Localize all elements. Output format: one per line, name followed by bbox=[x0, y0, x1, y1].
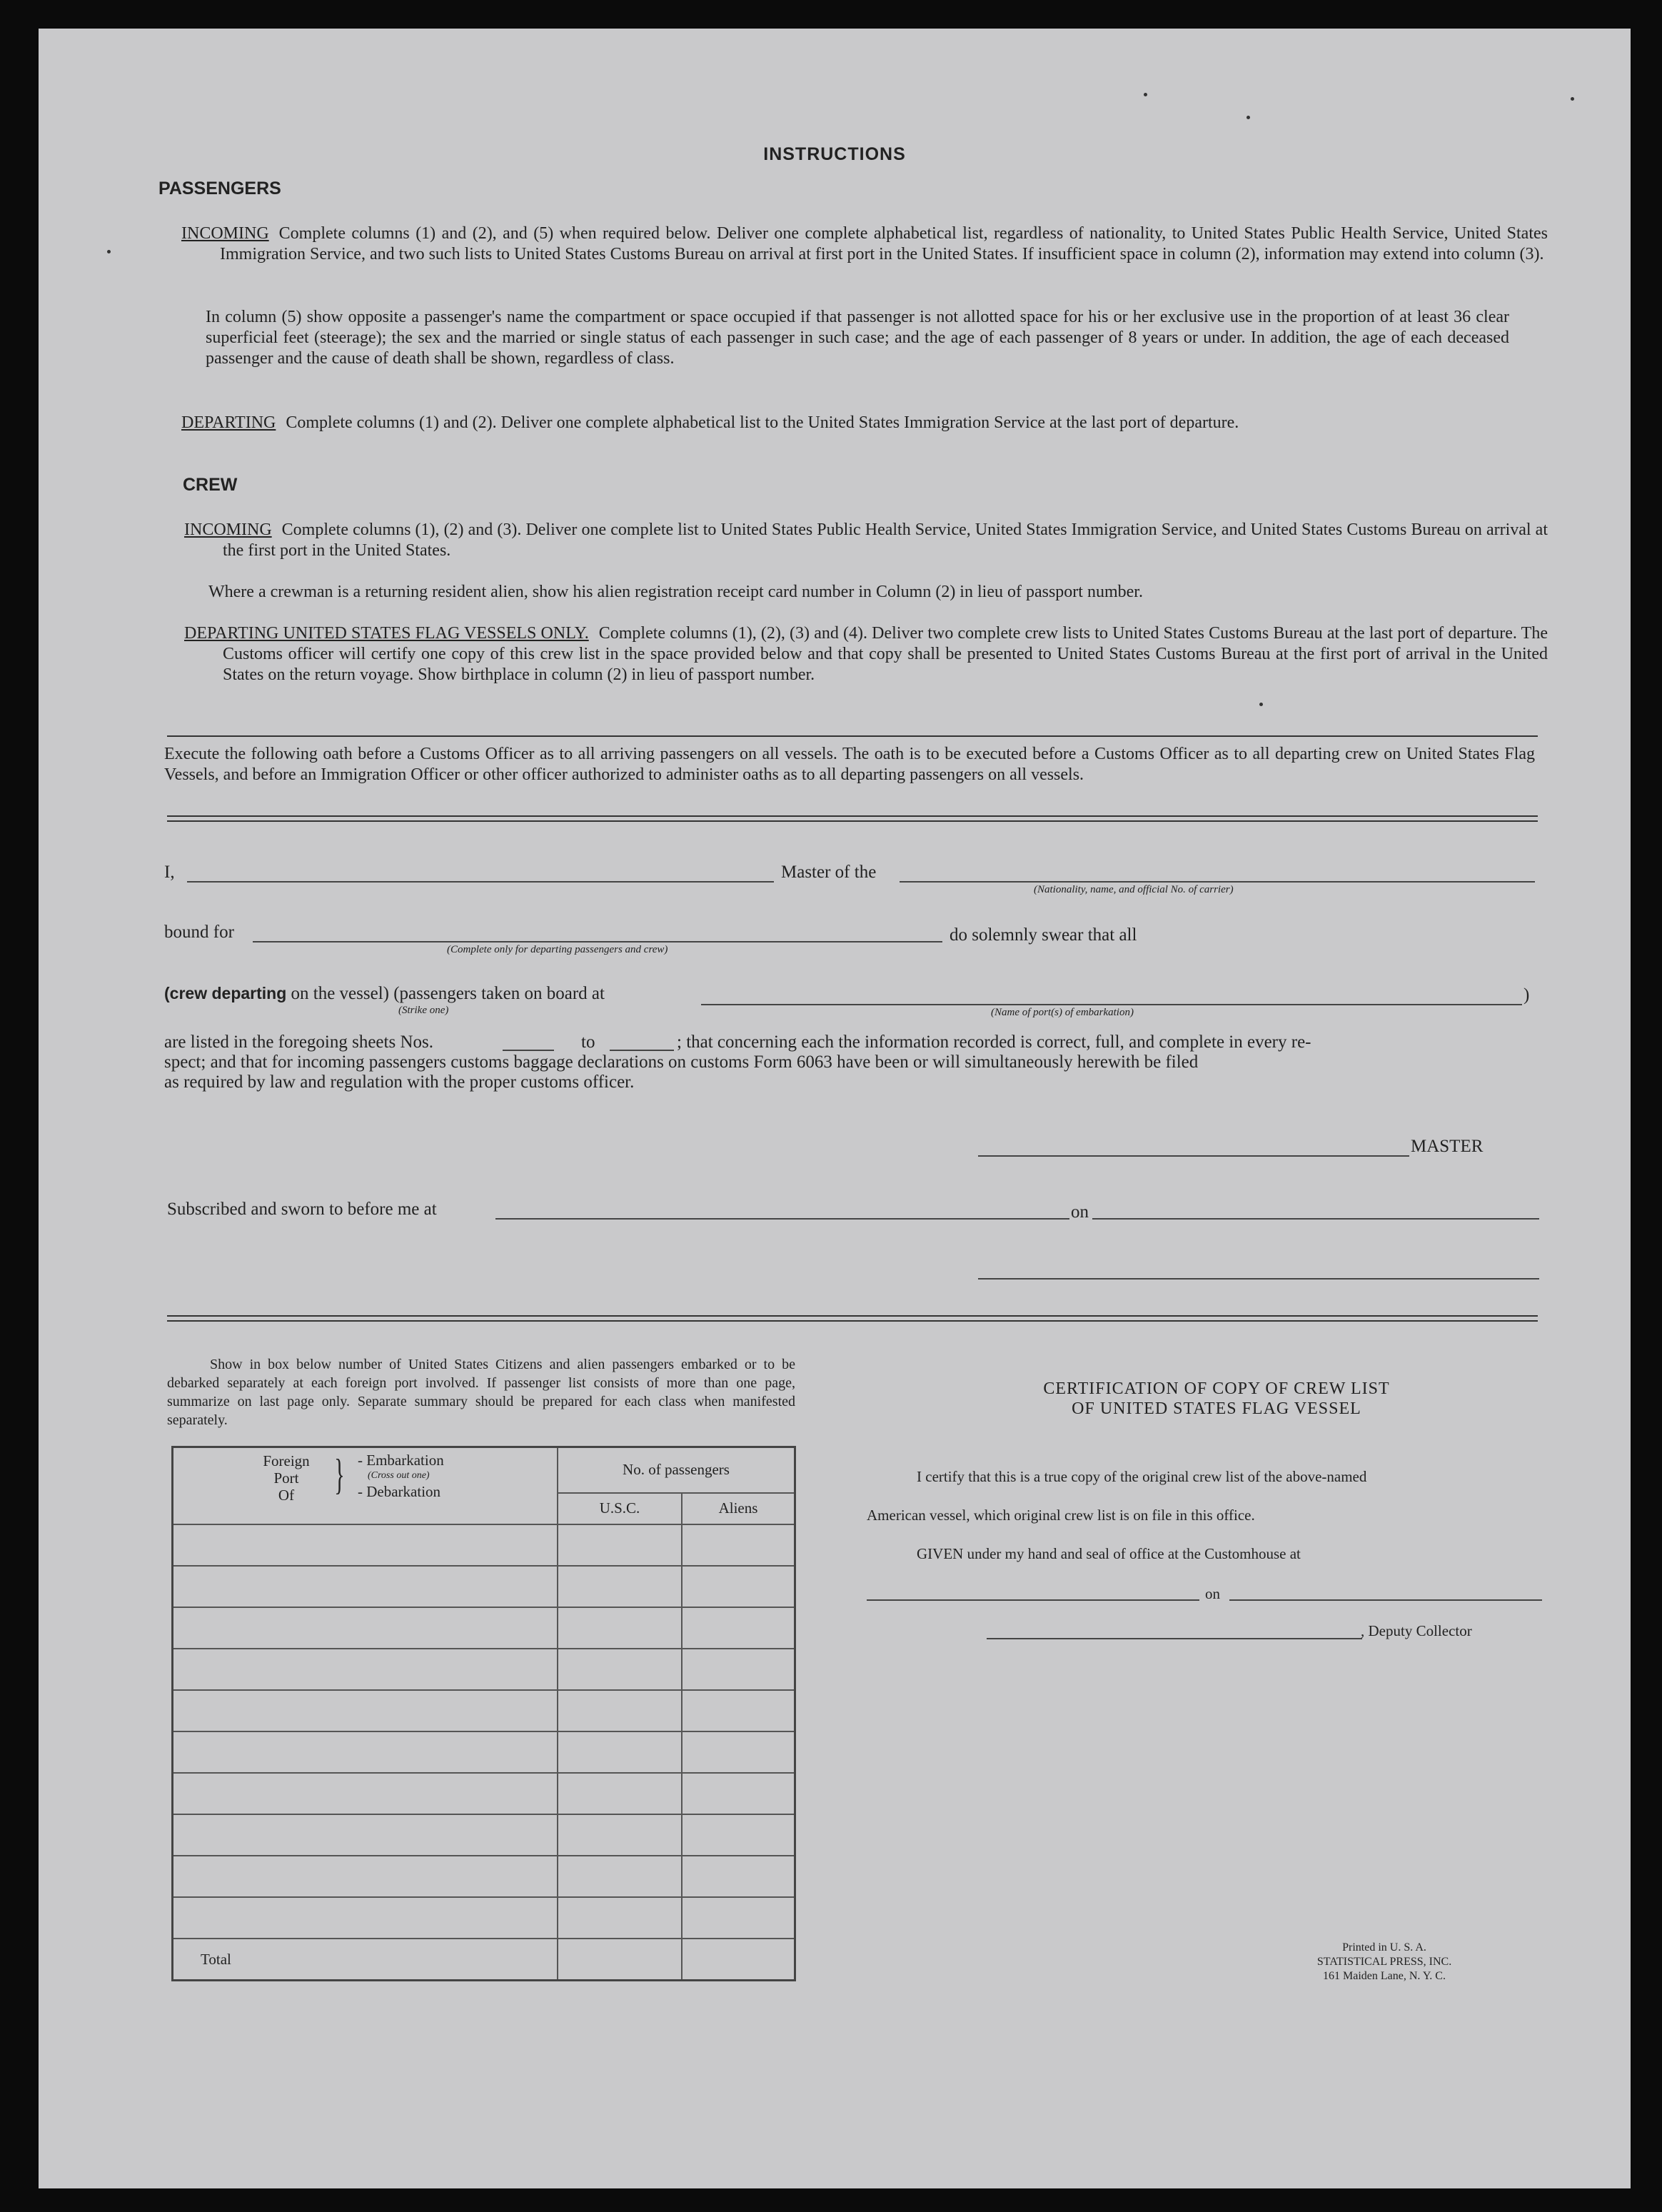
crew-heading: CREW bbox=[183, 475, 238, 495]
divider bbox=[167, 1315, 1538, 1317]
usc-cell[interactable] bbox=[558, 1690, 682, 1731]
cross-out-caption: (Cross out one) bbox=[368, 1470, 430, 1481]
oath-vessel-line bbox=[164, 984, 605, 1004]
ports-caption: (Name of port(s) of embarkation) bbox=[991, 1007, 1134, 1018]
port-label: Port bbox=[273, 1469, 299, 1487]
bound-for-line[interactable] bbox=[253, 941, 942, 942]
passenger-summary-table bbox=[171, 1446, 796, 1981]
ports-line[interactable] bbox=[701, 1004, 1522, 1005]
sworn-place-line[interactable] bbox=[495, 1218, 1069, 1220]
aliens-cell[interactable] bbox=[682, 1690, 795, 1731]
certification-title-1: CERTIFICATION OF COPY OF CREW LIST bbox=[1043, 1379, 1390, 1398]
listed-text-c: spect; and that for incoming passengers customs baggage declarations on customs Form 6063 have been or will simultaneously herewith be filed bbox=[164, 1052, 1199, 1072]
divider bbox=[167, 815, 1538, 817]
listed-text-d: as required by law and regulation with the proper customs officer. bbox=[164, 1072, 635, 1092]
aliens-total-cell[interactable] bbox=[682, 1939, 795, 1981]
table-row bbox=[173, 1897, 795, 1939]
passengers-incoming-block bbox=[181, 223, 1548, 265]
certification-on-label: on bbox=[1205, 1585, 1220, 1602]
bound-for-label: bound for bbox=[164, 922, 234, 942]
speckle bbox=[107, 250, 111, 253]
certification-title-2: OF UNITED STATES FLAG VESSEL bbox=[1072, 1399, 1361, 1418]
listed-to-label: to bbox=[581, 1032, 595, 1052]
bound-caption: (Complete only for departing passengers and crew) bbox=[447, 944, 668, 955]
port-cell[interactable] bbox=[173, 1897, 558, 1939]
subscribed-label: Subscribed and sworn to before me at bbox=[167, 1200, 437, 1219]
carrier-caption: (Nationality, name, and official No. of carrier) bbox=[1034, 884, 1234, 895]
brace-icon: } bbox=[334, 1451, 345, 1498]
form-sheet bbox=[39, 29, 1631, 2188]
port-cell[interactable] bbox=[173, 1731, 558, 1773]
usc-cell[interactable] bbox=[558, 1731, 682, 1773]
usc-cell[interactable] bbox=[558, 1773, 682, 1814]
master-of-label: Master of the bbox=[781, 863, 877, 882]
passengers-taken-option[interactable]: (passengers taken on board at bbox=[393, 984, 605, 1003]
port-cell[interactable] bbox=[173, 1566, 558, 1607]
port-cell[interactable] bbox=[173, 1814, 558, 1856]
table-row bbox=[173, 1524, 795, 1566]
crew-departing-text: Complete columns (1), (2), (3) and (4). Deliver two complete crew lists to United States Customs Bureau at the last port of departure. The Customs officer will certify one copy of this crew list in the space provided below and that copy shall be presented to United States Customs Bureau at the first port of arrival in the United States on the return voyage. Show birthplace in column (2) in lieu of passport number. bbox=[223, 624, 1548, 684]
crew-departing-option[interactable]: (crew departing bbox=[164, 984, 287, 1002]
printer-imprint bbox=[1252, 1941, 1516, 1984]
passengers-incoming-text: Complete columns (1) and (2), and (5) when required below. Deliver one complete alphabetical list, regardless of nationality, to United States Public Health Service, United States Immigration Service, and two such lists to United States Customs Bureau on arrival at first port in the United States. If insufficient space in column (2), information may extend into column (3). bbox=[220, 224, 1548, 263]
listed-text-b: ; that concerning each the information recorded is correct, full, and complete in every re- bbox=[677, 1032, 1311, 1052]
box-instruction: Show in box below number of United States Citizens and alien passengers embarked or to be debarked separately at each foreign port involved. If passenger list consists of more than one page, summarize on last page only. Separate summary should be prepared for each class when manifested separately. bbox=[167, 1357, 795, 1428]
aliens-header: Aliens bbox=[682, 1493, 795, 1524]
aliens-cell[interactable] bbox=[682, 1524, 795, 1566]
sheet-to-line[interactable] bbox=[610, 1050, 674, 1051]
crew-incoming-label: INCOMING bbox=[184, 521, 272, 539]
printer-line-2: STATISTICAL PRESS, INC. bbox=[1316, 1956, 1452, 1968]
aliens-cell[interactable] bbox=[682, 1607, 795, 1649]
usc-cell[interactable] bbox=[558, 1856, 682, 1897]
on-the-vessel-text: on the vessel) bbox=[291, 984, 389, 1003]
table-row bbox=[173, 1566, 795, 1607]
printer-line-1: Printed in U. S. A. bbox=[1342, 1941, 1426, 1954]
port-cell[interactable] bbox=[173, 1856, 558, 1897]
port-cell[interactable] bbox=[173, 1773, 558, 1814]
listed-text-a: are listed in the foregoing sheets Nos. bbox=[164, 1032, 433, 1052]
divider bbox=[167, 735, 1538, 737]
aliens-cell[interactable] bbox=[682, 1731, 795, 1773]
usc-cell[interactable] bbox=[558, 1897, 682, 1939]
passengers-heading: PASSENGERS bbox=[158, 179, 281, 198]
no-of-passengers-header: No. of passengers bbox=[558, 1447, 795, 1493]
sworn-on-label: on bbox=[1071, 1202, 1089, 1222]
oath-instruction: Execute the following oath before a Customs Officer as to all arriving passengers on all vessels. The oath is to be executed before a Customs Officer as to all departing crew on United States Flag Vessels, and before an Immigration Officer or other officer authorized to administer oaths as to all departing passengers on all vessels. bbox=[164, 745, 1535, 784]
usc-total-cell[interactable] bbox=[558, 1939, 682, 1981]
strike-one-caption: (Strike one) bbox=[398, 1005, 449, 1016]
table-row bbox=[173, 1649, 795, 1690]
port-cell[interactable] bbox=[173, 1524, 558, 1566]
passengers-departing-block bbox=[181, 413, 1548, 433]
passengers-departing-text: Complete columns (1) and (2). Deliver one complete alphabetical list to the United States Immigration Service at the last port of departure. bbox=[286, 413, 1239, 432]
aliens-cell[interactable] bbox=[682, 1856, 795, 1897]
carrier-line[interactable] bbox=[900, 881, 1535, 883]
officer-signature-line[interactable] bbox=[978, 1278, 1539, 1280]
customhouse-line[interactable] bbox=[867, 1599, 1199, 1601]
total-row bbox=[173, 1939, 795, 1981]
usc-cell[interactable] bbox=[558, 1607, 682, 1649]
speckle bbox=[1259, 703, 1263, 706]
aliens-cell[interactable] bbox=[682, 1897, 795, 1939]
crew-departing-block bbox=[184, 623, 1548, 685]
usc-cell[interactable] bbox=[558, 1649, 682, 1690]
of-label: Of bbox=[278, 1487, 295, 1504]
certification-line-1: I certify that this is a true copy of the original crew list of the above-named bbox=[917, 1468, 1367, 1485]
certification-line-3: GIVEN under my hand and seal of office at the Customhouse at bbox=[917, 1545, 1301, 1562]
debarkation-option[interactable]: - Debarkation bbox=[358, 1483, 441, 1500]
master-name-line[interactable] bbox=[187, 881, 774, 883]
table-row bbox=[173, 1607, 795, 1649]
passengers-departing-label: DEPARTING bbox=[181, 413, 276, 432]
crew-incoming-text: Complete columns (1), (2) and (3). Deliver one complete list to United States Public Health Service, United States Immigration Service, and United States Customs Bureau on arrival at the first port in the United States. bbox=[223, 521, 1548, 560]
sheet-from-line[interactable] bbox=[503, 1050, 554, 1051]
total-label: Total bbox=[173, 1939, 558, 1981]
port-cell[interactable] bbox=[173, 1690, 558, 1731]
certification-line-2: American vessel, which original crew list is on file in this office. bbox=[867, 1507, 1255, 1524]
page-title: INSTRUCTIONS bbox=[763, 144, 906, 164]
foreign-label: Foreign bbox=[263, 1452, 310, 1469]
certification-date-line[interactable] bbox=[1229, 1599, 1542, 1601]
divider bbox=[167, 820, 1538, 822]
speckle bbox=[1144, 93, 1147, 96]
table-row bbox=[173, 1814, 795, 1856]
deputy-collector-label: , Deputy Collector bbox=[1361, 1622, 1472, 1639]
table-row bbox=[173, 1690, 795, 1731]
crew-incoming-block bbox=[184, 520, 1548, 561]
printer-line-3: 161 Maiden Lane, N. Y. C. bbox=[1323, 1970, 1446, 1982]
aliens-cell[interactable] bbox=[682, 1773, 795, 1814]
usc-header: U.S.C. bbox=[558, 1493, 682, 1524]
port-cell[interactable] bbox=[173, 1649, 558, 1690]
aliens-cell[interactable] bbox=[682, 1649, 795, 1690]
divider bbox=[167, 1320, 1538, 1322]
table-row bbox=[173, 1773, 795, 1814]
passengers-incoming-label: INCOMING bbox=[181, 224, 269, 243]
port-cell[interactable] bbox=[173, 1607, 558, 1649]
aliens-cell[interactable] bbox=[682, 1814, 795, 1856]
close-paren: ) bbox=[1524, 985, 1530, 1005]
aliens-cell[interactable] bbox=[682, 1566, 795, 1607]
embarkation-option[interactable]: - Embarkation bbox=[358, 1452, 444, 1469]
swear-text: do solemnly swear that all bbox=[950, 925, 1137, 945]
speckle bbox=[1571, 97, 1574, 101]
usc-cell[interactable] bbox=[558, 1566, 682, 1607]
oath-i-label: I, bbox=[164, 863, 175, 882]
master-label: MASTER bbox=[1411, 1137, 1484, 1156]
table-row bbox=[173, 1856, 795, 1897]
passengers-col5-text: In column (5) show opposite a passenger's name the compartment or space occupied if that passenger is not allotted space for his or her exclusive use in the proportion of at least 36 clear superficial feet (steerage); the sex and the married or single status of each passenger in such case; and the age of each passenger of 8 years or under. In addition, the age of each deceased passenger and the cause of death shall be shown, regardless of class. bbox=[206, 308, 1509, 368]
sworn-date-line[interactable] bbox=[1092, 1218, 1539, 1220]
crew-departing-label: DEPARTING UNITED STATES FLAG VESSELS ONLY. bbox=[184, 624, 589, 643]
table-row bbox=[173, 1731, 795, 1773]
crew-returning-text: Where a crewman is a returning resident alien, show his alien registration receipt card number in Column (2) in lieu of passport number. bbox=[208, 583, 1143, 601]
port-header-cell bbox=[173, 1447, 558, 1525]
usc-cell[interactable] bbox=[558, 1524, 682, 1566]
deputy-signature-line[interactable] bbox=[987, 1638, 1362, 1639]
usc-cell[interactable] bbox=[558, 1814, 682, 1856]
master-signature-line[interactable] bbox=[978, 1155, 1409, 1157]
speckle bbox=[1246, 116, 1250, 119]
